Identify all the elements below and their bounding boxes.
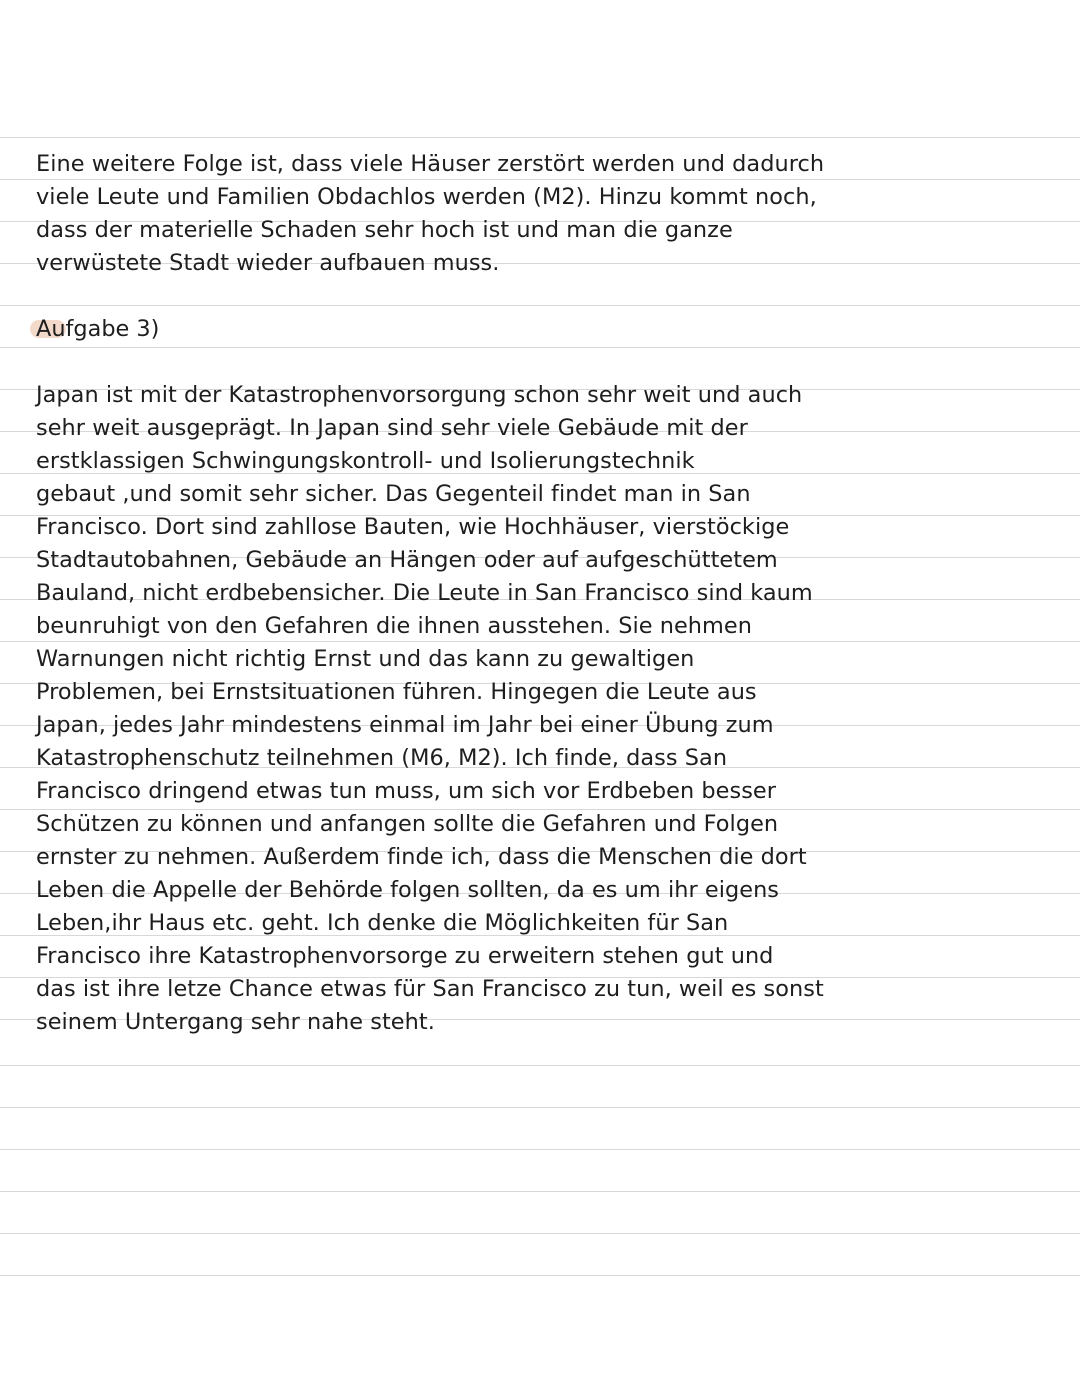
ruled-line <box>0 1065 1080 1066</box>
text-line: sehr weit ausgeprägt. In Japan sind sehr viele Gebäude mit der <box>36 415 748 441</box>
text-line: viele Leute und Familien Obdachlos werden (M2). Hinzu kommt noch, <box>36 184 817 210</box>
text-line: Warnungen nicht richtig Ernst und das kann zu gewaltigen <box>36 646 695 672</box>
task-heading-text: Aufgabe 3) <box>36 316 160 342</box>
ruled-line <box>0 1191 1080 1192</box>
text-line: Leben die Appelle der Behörde folgen sollten, da es um ihr eigens <box>36 877 780 903</box>
text-line: Katastrophenschutz teilnehmen (M6, M2). Ich finde, dass San <box>36 745 728 771</box>
text-line: Leben,ihr Haus etc. geht. Ich denke die Möglichkeiten für San <box>36 910 729 936</box>
ruled-line <box>0 347 1080 348</box>
text-line: das ist ihre letze Chance etwas für San Francisco zu tun, weil es sonst <box>36 976 824 1002</box>
ruled-line <box>0 1233 1080 1234</box>
text-line: Schützen zu können und anfangen sollte die Gefahren und Folgen <box>36 811 779 837</box>
text-line: Francisco dringend etwas tun muss, um sich vor Erdbeben besser <box>36 778 776 804</box>
text-line: Bauland, nicht erdbebensicher. Die Leute in San Francisco sind kaum <box>36 580 813 606</box>
ruled-line <box>0 137 1080 138</box>
ruled-line <box>0 305 1080 306</box>
text-line: Francisco ihre Katastrophenvorsorge zu erweitern stehen gut und <box>36 943 774 969</box>
text-line: Eine weitere Folge ist, dass viele Häuser zerstört werden und dadurch <box>36 151 825 177</box>
text-line: verwüstete Stadt wieder aufbauen muss. <box>36 250 500 276</box>
text-line: Japan, jedes Jahr mindestens einmal im Jahr bei einer Übung zum <box>36 712 774 738</box>
task-heading <box>36 314 159 344</box>
text-line: gebaut ,und somit sehr sicher. Das Gegenteil findet man in San <box>36 481 751 507</box>
text-line: ernster zu nehmen. Außerdem finde ich, dass die Menschen die dort <box>36 844 807 870</box>
ruled-line <box>0 1107 1080 1108</box>
text-line: erstklassigen Schwingungskontroll- und Isolierungstechnik <box>36 448 695 474</box>
text-line: seinem Untergang sehr nahe steht. <box>36 1009 435 1035</box>
ruled-line <box>0 1275 1080 1276</box>
text-line: Francisco. Dort sind zahllose Bauten, wie Hochhäuser, vierstöckige <box>36 514 790 540</box>
text-line: Japan ist mit der Katastrophenvorsorgung schon sehr weit und auch <box>36 382 803 408</box>
text-line: Stadtautobahnen, Gebäude an Hängen oder auf aufgeschüttetem <box>36 547 778 573</box>
ruled-line <box>0 641 1080 642</box>
text-line: beunruhigt von den Gefahren die ihnen ausstehen. Sie nehmen <box>36 613 752 639</box>
ruled-line <box>0 1149 1080 1150</box>
text-line: dass der materielle Schaden sehr hoch ist und man die ganze <box>36 217 733 243</box>
text-line: Problemen, bei Ernstsituationen führen. Hingegen die Leute aus <box>36 679 757 705</box>
ruled-line <box>0 179 1080 180</box>
